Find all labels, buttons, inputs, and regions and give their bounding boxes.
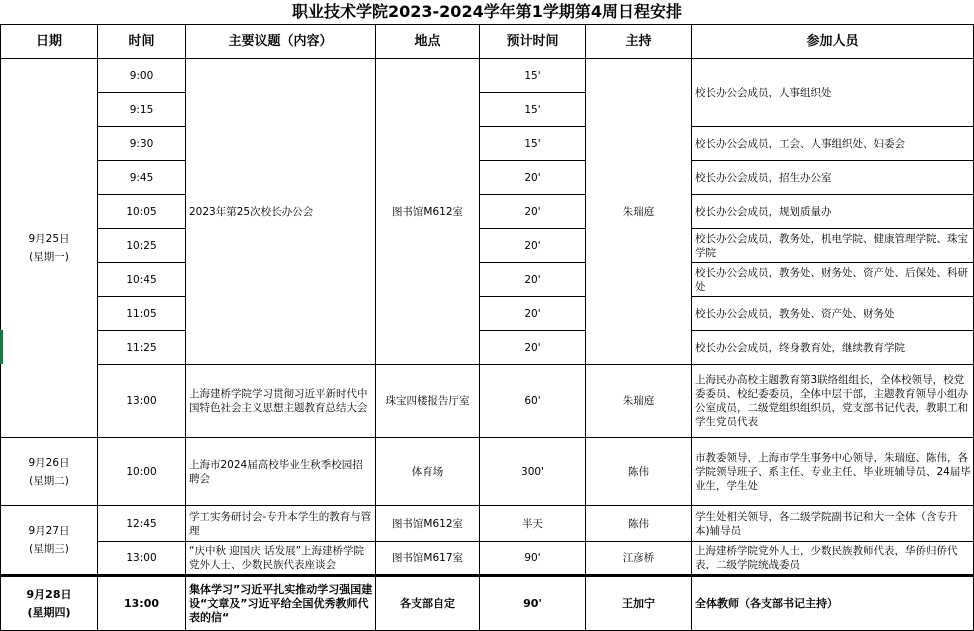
place-cell: 珠宝四楼报告厅室 <box>376 365 480 438</box>
host-cell: 朱瑞庭 <box>586 59 692 365</box>
time-cell: 13:00 <box>98 575 186 631</box>
page-title: 职业技术学院2023-2024学年第1学期第4周日程安排 <box>292 2 682 21</box>
attendees-cell: 校长办公会成员，教务处、财务处、资产处、后保处、科研处 <box>692 263 974 297</box>
place-cell: 图书馆M612室 <box>376 506 480 542</box>
topic-cell: 上海市2024届高校毕业生秋季校园招聘会 <box>186 438 376 506</box>
time-cell: 9:45 <box>98 161 186 195</box>
duration-cell: 20' <box>480 331 586 365</box>
attendees-cell: 校长办公会成员，教务处、资产处、财务处 <box>692 297 974 331</box>
place-cell: 各支部自定 <box>376 575 480 631</box>
date-cell-day2 <box>0 438 98 506</box>
time-cell: 9:15 <box>98 93 186 127</box>
time-cell: 13:00 <box>98 365 186 438</box>
duration-cell: 15' <box>480 59 586 93</box>
duration-cell: 20' <box>480 161 586 195</box>
attendees-cell: 校长办公会成员，终身教育处，继续教育学院 <box>692 331 974 365</box>
time-cell: 12:45 <box>98 506 186 542</box>
time-cell: 10:45 <box>98 263 186 297</box>
duration-cell: 20' <box>480 297 586 331</box>
host-cell: 陈伟 <box>586 506 692 542</box>
topic-cell: 学工实务研讨会-专升本学生的教育与管理 <box>186 506 376 542</box>
date-label: 9月25日 <box>28 233 70 245</box>
attendees-cell: 全体教师（各支部书记主持） <box>692 575 974 631</box>
date-cell-day4 <box>0 575 98 631</box>
attendees-cell: 校长办公会成员，招生办公室 <box>692 161 974 195</box>
duration-cell: 15' <box>480 93 586 127</box>
header-attendees: 参加人员 <box>692 24 974 59</box>
duration-cell: 90' <box>480 575 586 631</box>
header-date: 日期 <box>0 24 98 59</box>
weekday-label: (星期二) <box>29 474 69 487</box>
attendees-cell: 校长办公会成员，工会、人事组织处、妇委会 <box>692 127 974 161</box>
place-cell: 图书馆M612室 <box>376 59 480 365</box>
duration-cell: 90' <box>480 542 586 575</box>
topic-cell: 集体学习”习近平扎实推动学习强国建设“文章及”习近平给全国优秀教师代表的信“ <box>186 575 376 631</box>
selection-marker <box>0 330 3 364</box>
attendees-cell: 校长办公会成员，规划质量办 <box>692 195 974 229</box>
time-cell: 10:00 <box>98 438 186 506</box>
time-cell: 10:05 <box>98 195 186 229</box>
time-cell: 13:00 <box>98 542 186 575</box>
time-cell: 11:05 <box>98 297 186 331</box>
duration-cell: 60' <box>480 365 586 438</box>
attendees-cell: 市教委领导，上海市学生事务中心领导，朱瑞庭、陈伟，各学院领导班子、系主任、专业主任、毕业班辅导员、24届毕业生，学生处 <box>692 438 974 506</box>
time-cell: 11:25 <box>98 331 186 365</box>
duration-cell: 20' <box>480 229 586 263</box>
place-cell: 图书馆M617室 <box>376 542 480 575</box>
duration-cell: 300' <box>480 438 586 506</box>
attendees-cell: 校长办公会成员，人事组织处 <box>692 59 974 127</box>
attendees-cell: 上海建桥学院党外人士，少数民族教师代表，华侨归侨代表，二级学院统战委员 <box>692 542 974 575</box>
header-time: 时间 <box>98 24 186 59</box>
weekday-label: (星期四) <box>27 605 71 619</box>
weekday-label: (星期一) <box>29 251 69 263</box>
date-cell-day3 <box>0 506 98 575</box>
topic-cell: 上海建桥学院学习贯彻习近平新时代中国特色社会主义思想主题教育总结大会 <box>186 365 376 438</box>
host-cell: 江彦桥 <box>586 542 692 575</box>
duration-cell: 半天 <box>480 506 586 542</box>
weekday-label: (星期三) <box>29 543 69 555</box>
header-topic: 主要议题（内容） <box>186 24 376 59</box>
attendees-cell: 学生处相关领导，各二级学院副书记和大一全体（含专升本)辅导员 <box>692 506 974 542</box>
attendees-cell: 校长办公会成员，教务处，机电学院、健康管理学院、珠宝学院 <box>692 229 974 263</box>
header-host: 主持 <box>586 24 692 59</box>
date-label: 9月28日 <box>26 587 72 601</box>
date-label: 9月26日 <box>28 456 70 469</box>
duration-cell: 15' <box>480 127 586 161</box>
topic-cell: 2023年第25次校长办公会 <box>186 59 376 365</box>
time-cell: 9:30 <box>98 127 186 161</box>
host-cell: 陈伟 <box>586 438 692 506</box>
date-cell-day1 <box>0 59 98 438</box>
duration-cell: 20' <box>480 195 586 229</box>
topic-cell: “庆中秋 迎国庆 话发展”上海建桥学院党外人士、少数民族代表座谈会 <box>186 542 376 575</box>
date-label: 9月27日 <box>28 525 70 537</box>
time-cell: 9:00 <box>98 59 186 93</box>
place-cell: 体育场 <box>376 438 480 506</box>
duration-cell: 20' <box>480 263 586 297</box>
header-place: 地点 <box>376 24 480 59</box>
host-cell: 王加宁 <box>586 575 692 631</box>
time-cell: 10:25 <box>98 229 186 263</box>
header-duration: 预计时间 <box>480 24 586 59</box>
attendees-cell: 上海民办高校主题教育第3联络组组长，全体校领导，校党委委员、校纪委委员，全体中层干部，主题教育领导小组办公室成员，二级党组织组织员，党支部书记代表，教职工和学生党员代表 <box>692 365 974 438</box>
host-cell: 朱瑞庭 <box>586 365 692 438</box>
